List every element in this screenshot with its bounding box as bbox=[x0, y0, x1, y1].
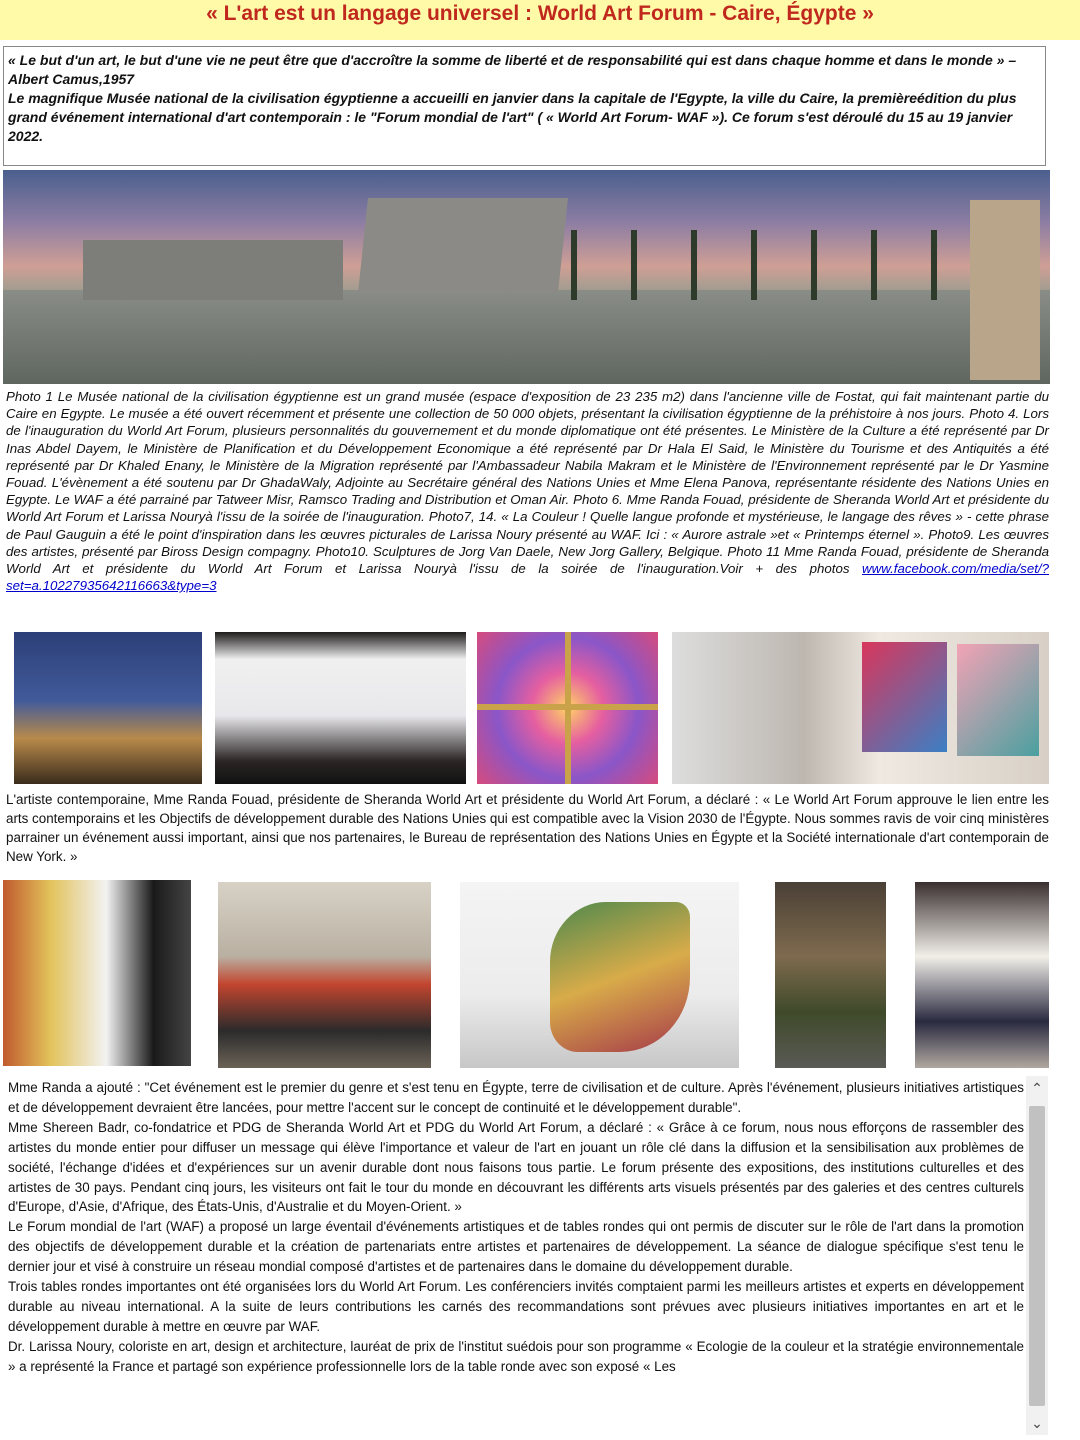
photo-caption bbox=[6, 388, 1049, 594]
chevron-down-icon[interactable]: ⌄ bbox=[1031, 1415, 1043, 1431]
intro-body: Le magnifique Musée national de la civilisation égyptienne a accueilli en janvier dans la capitale de l'Egypte, la ville du Caire, la premièreédition du plus grand événement international d'art contemporain : le "Forum mondial de l'art" ( « World Art Forum- WAF »). Ce forum s'est déroulé du 15 au 19 janvier 2022. bbox=[8, 90, 1017, 144]
article-paragraph: Trois tables rondes importantes ont été organisées lors du World Art Forum. Les conférenciers invités comptaient parmi les meilleurs artistes et experts en développement durable au niveau international. A la suite de leurs contributions les carnés des recommandations sont prévues avec plusieurs initiatives importantes en art et le développement durable à mettre en œuvre par WAF. bbox=[8, 1279, 1024, 1334]
scrollbar-thumb[interactable] bbox=[1029, 1106, 1045, 1406]
museum-night-photo bbox=[14, 632, 202, 784]
randa-statement-paragraph bbox=[6, 790, 1049, 866]
title-band bbox=[0, 0, 1080, 40]
photo-caption-text: Photo 1 Le Musée national de la civilisation égyptienne est un grand musée (espace d'exposition de 23 235 m2) dans l'ancienne ville de Fostat, qui fait maintenant partie du Caire en Egypte. Le musée a été ouvert récemment et présente une collection de 50 000 objets, présentant la civilisation égyptienne de la préhistoire à nos jours. Photo 4. Lors de l'inauguration du World Art Forum, plusieurs personnalités du gouvernement et du monde diplomatique ont été présentes. Le Ministère de la Culture a été représenté par Dr Inas Abdel Dayem, le Ministère de Planification et du Développement Economique a été représenté par Dr Hala El Said, le Ministère du Tourisme et des Antiquités a été représenté par Dr Khaled Enany, le Ministère de la Migration représenté par l'Ambassadeur Nabila Makram et le Ministère de l'Environnement représenté par le Dr Yasmine Fouad. L'évènement a été soutenu par Dr GhadaWaly, Adjointe au Secrétaire général des Nations Unies et Mme Elena Panova, représentante résidente des Nations Unies en Egypte. Le WAF a été parrainé par Tatweer Misr, Ramsco Trading and Distribution et Oman Air. Photo 6. Mme Randa Fouad, présidente de Sheranda World Art et présidente du World Art Forum et Larissa Nouryà l'issu de la soirée de l'inauguration. Photo7, 14. « La Couleur ! Quelle langue profonde et mystérieuse, le langage des rêves » - cette phrase de Paul Gauguin a été le point d'inspiration dans les œuvres picturales de Larissa Noury présenté au WAF. Ici : « Aurore astrale »et « Printemps éternel ». Photo9. Les œuvres des artistes, présenté par Biross Design compagny. Photo10. Sculptures de Jorg Van Daele, New Jorg Gallery, Belgique. Photo 11 Mme Randa Fouad, présidente de Sheranda World Art et présidente du World Art Forum et Larissa Nouryà l'issu de la soirée de l'inauguration.Voir + des photos bbox=[6, 389, 1049, 577]
scarf-performance-photo bbox=[460, 882, 739, 1068]
artists-with-paintings-photo bbox=[3, 880, 191, 1066]
artwork-shape bbox=[862, 642, 947, 752]
article-scroll-body[interactable] bbox=[8, 1078, 1024, 1433]
intro-quote: « Le but d'un art, le but d'une vie ne peut être que d'accroître la somme de liberté et de responsabilité qui est dans chaque homme et dans le monde » – Albert Camus,1957 bbox=[8, 52, 1017, 87]
article-paragraph: Mme Randa a ajouté : "Cet événement est le premier du genre et s'est tenu en Égypte, terre de civilisation et de culture. Après l'événement, plusieurs initiatives artistiques et de développement devraient être lancées, pour mettre l'accent sur le concept de continuité et le développement durable". bbox=[8, 1080, 1024, 1115]
randa-statement-text: L'artiste contemporaine, Mme Randa Fouad, présidente de Sheranda World Art et présidente du World Art Forum, a déclaré : « Le World Art Forum approuve le lien entre les arts contemporains et les Objectifs de développement durable des Nations Unies qui est compatible avec la Vision 2030 de l'Égypte. Nous sommes ravis de voir cinq ministères parrainer un événement aussi important, ainsi que nos partenaires, le Bureau de représentation des Nations Unies en Égypte et la Société internationale d'art contemporain de New York. » bbox=[6, 792, 1049, 864]
silk-scarf-shape bbox=[550, 902, 690, 1052]
intro-box bbox=[3, 46, 1046, 166]
article-paragraph: Dr. Larissa Noury, coloriste en art, design et architecture, lauréat de prix de l'institut suédois pour son programme « Ecologie de la couleur et la stratégie environnementale » a représenté la France et partagé son expérience professionnelle lors de la table ronde avec son exposé « Les bbox=[8, 1338, 1024, 1374]
page-title: « L'art est un langage universel : World Art Forum - Caire, Égypte » bbox=[206, 2, 874, 25]
gallery-exhibition-photo bbox=[672, 632, 1049, 784]
chevron-up-icon[interactable]: ⌃ bbox=[1031, 1080, 1043, 1096]
museum-building-shape bbox=[358, 198, 568, 293]
article-paragraph: Le Forum mondial de l'art (WAF) a proposé un large éventail d'événements artistiques et de tables rondes qui ont permis de discuter sur le rôle de l'art dans la promotion des objectifs de développement durable et la création de partenariats entre artistes et partenaires de développement. La séance de dialogue spécifique s'est tenu le dernier jour et visé à construire un réseau mondial composé d'artistes et de partenaires dans le domaine du développement durable. bbox=[8, 1219, 1024, 1275]
plaza-shape bbox=[3, 290, 1050, 384]
vertical-scrollbar[interactable] bbox=[1026, 1076, 1048, 1435]
article-paragraph: Mme Shereen Badr, co-fondatrice et PDG de Sheranda World Art et PDG du World Art Forum, a déclaré : « Grâce à ce forum, nous nous efforçons de rassembler des artistes du monde entier pour diffuser un message qui élève l'importance et valeur de l'art en jouant un rôle clé dans la diffusion et la sensibilisation aux problèmes de société, l'échange d'idées et d'expériences sur un avenir durable dont nous faisons tous partie. Le forum présente des expositions, des institutions culturelles et des artistes de 30 pays. Pendant cinq jours, les visiteurs ont fait le tour du monde en découvrant les différents arts visuels présentés par des galeries et des centres culturels d'Europe, d'Asie, d'Afrique, des États-Unis, d'Australie et du Moyen-Orient. » bbox=[8, 1119, 1024, 1215]
painting-photo bbox=[477, 632, 658, 784]
visitors-group-photo bbox=[218, 882, 431, 1068]
sculpture-exhibit-photo bbox=[775, 882, 886, 1068]
palm-trees-shape bbox=[543, 230, 983, 300]
lamp-tower-shape bbox=[970, 200, 1040, 380]
facebook-photos-link[interactable]: www.facebook.com/media/set/?set=a.10227935642116663&type=3 bbox=[6, 561, 1049, 594]
museum-wing-shape bbox=[83, 240, 343, 300]
museum-panorama-photo bbox=[3, 170, 1050, 384]
flowers-presentation-photo bbox=[915, 882, 1049, 1068]
inauguration-group-photo bbox=[215, 632, 466, 784]
artwork-shape bbox=[957, 644, 1039, 756]
